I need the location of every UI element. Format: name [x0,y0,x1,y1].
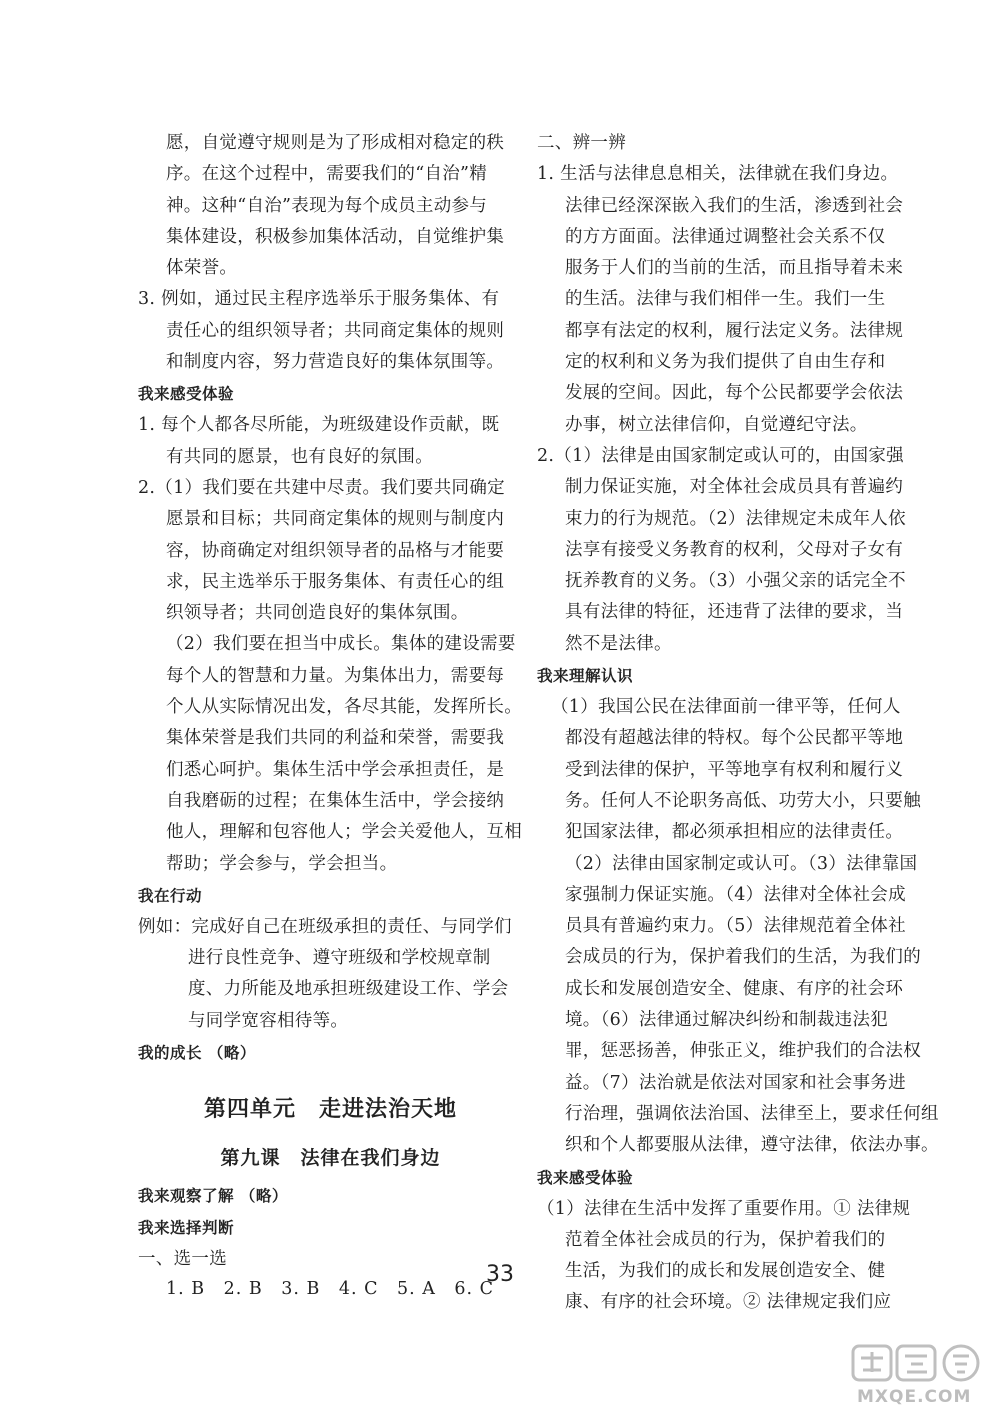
text-line: 愿景和目标；共同商定集体的规则与制度内 [166,509,505,530]
watermark-icon [851,1344,986,1406]
text-line: 家强制力保证实施。（4）法律对全体社会成 [565,884,906,905]
text-line: 定的权利和义务为我们提供了自由生存和 [565,352,886,373]
text-line: 帮助；学会参与，学会担当。 [166,853,398,874]
text-line: 康、有序的社会环境。② 法律规定我们应 [565,1292,892,1313]
text-line: 2.（1）我们要在共建中尽责。我们要共同确定 [138,477,505,498]
text-line: 的方方面面。法律通过调整社会关系不仅 [565,226,886,247]
section-heading: 我来观察了解 （略） [138,1187,288,1205]
text-line: 1. 每个人都各尽所能，为班级建设作贡献，既 [138,415,500,436]
section-heading: 我来选择判断 [138,1219,235,1237]
unit-title: 第四单元 走进法治天地 [203,1097,457,1122]
text-line: 发展的空间。因此，每个公民都要学会依法 [565,383,904,404]
page-number: 33 [486,1262,514,1287]
text-line: 罪，惩恶扬善，伸张正义，维护我们的合法权 [565,1041,921,1062]
text-line: 自我磨砺的过程；在集体生活中，学会接纳 [166,790,505,811]
text-line: 犯国家法律，都必须承担相应的法律责任。 [565,822,904,843]
text-line: 个人从实际情况出发，各尽其能，发挥所长。 [166,697,522,718]
text-line: 神。这种“自治”表现为每个成员主动参与 [166,195,488,216]
svg-text:MXQE.COM: MXQE.COM [857,1387,972,1406]
section-heading: 我的成长 （略） [138,1044,256,1063]
left-column [138,128,523,1069]
text-line: 益。（7）法治就是依法对国家和社会事务进 [565,1072,906,1093]
subsection-label: 一、选一选 [138,1249,227,1269]
text-line: 受到法律的保护，平等地享有权利和履行义 [565,759,904,780]
text-line: 的生活。法律与我们相伴一生。我们一生 [565,289,886,310]
text-line: 服务于人们的当前的生活，而且指导着未来 [565,258,904,279]
text-line: 体荣誉。 [166,258,238,279]
text-line: 集体建设，积极参加集体活动，自觉维护集 [166,226,505,247]
text-line: 员具有普遍约束力。（5）法律规范着全体社 [565,916,906,937]
text-line: 都没有超越法律的特权。每个公民都平等地 [565,728,904,749]
text-line: 务。任何人不论职务高低、功劳大小，只要触 [565,790,921,811]
text-line: （2）法律由国家制定或认可。（3）法律靠国 [565,853,918,874]
text-line: 责任心的组织领导者；共同商定集体的规则 [166,320,505,341]
text-line: 与同学宽容相待等。 [188,1010,349,1031]
text-line: 办事，树立法律信仰，自觉遵纪守法。 [565,414,868,435]
text-line: 会成员的行为，保护着我们的生活，为我们的 [565,947,921,968]
text-line: （1）法律在生活中发挥了重要作用。① 法律规 [537,1198,911,1219]
text-line: 1. 生活与法律息息相关，法律就在我们身边。 [537,164,899,185]
text-line: 容，协商确定对组织领导者的品格与才能要 [166,540,505,561]
text-line: 制力保证实施，对全体社会成员具有普遍约 [565,477,904,498]
text-line: 生活，为我们的成长和发展创造安全、健 [565,1261,886,1282]
text-line: （2）我们要在担当中成长。集体的建设需要 [166,634,516,655]
text-line: 束力的行为规范。（2）法律规定未成年人依 [565,508,906,529]
section-heading: 我来感受体验 [138,385,235,404]
answer-line: 1. B 2. B 3. B 4. C 5. A 6. C [166,1279,495,1299]
text-line: 境。（6）法律通过解决纠纷和制裁违法犯 [565,1010,889,1031]
text-line: 集体荣誉是我们共同的利益和荣誉，需要我 [166,728,505,749]
text-line: 进行良性竞争、遵守班级和学校规章制 [188,948,491,969]
section-heading: 我在行动 [138,886,203,905]
text-line: 法享有接受义务教育的权利，父母对子女有 [565,539,904,560]
text-line: 和制度内容，努力营造良好的集体氛围等。 [166,352,505,373]
text-line: 他人，理解和包容他人；学会关爱他人，互相 [166,822,522,843]
text-line: 愿，自觉遵守规则是为了形成相对稳定的秩 [166,133,505,153]
text-line: 求，民主选举乐于服务集体、有责任心的组 [166,571,505,592]
text-line: 抚养教育的义务。（3）小强父亲的话完全不 [565,571,906,592]
text-line: （1）我国公民在法律面前一律平等，任何人 [551,697,901,718]
text-line: 例如：完成好自己在班级承担的责任、与同学们 [138,916,512,937]
text-line: 2.（1）法律是由国家制定或认可的，由国家强 [537,445,904,466]
text-line: 具有法律的特征，还违背了法律的要求，当 [565,602,904,623]
text-line: 范着全体社会成员的行为，保护着我们的 [565,1229,886,1250]
subsection-label: 二、辨一辨 [537,133,626,153]
text-line: 都享有法定的权利，履行法定义务。法律规 [565,320,904,341]
watermark-logo [851,1344,986,1406]
text-line: 3. 例如，通过民主程序选举乐于服务集体、有 [138,289,500,310]
text-line: 织领导者；共同创造良好的集体氛围。 [166,603,469,624]
text-line: 成长和发展创造安全、健康、有序的社会环 [565,978,904,999]
lesson-title: 第九课 法律在我们身边 [220,1147,441,1169]
text-line: 序。在这个过程中，需要我们的“自治”精 [166,164,488,185]
text-line: 法律已经深深嵌入我们的生活，渗透到社会 [565,195,904,216]
text-line: 每个人的智慧和力量。为集体出力，需要每 [166,665,505,686]
text-line: 然不是法律。 [565,633,672,654]
text-line: 织和个人都要服从法律，遵守法律，依法办事。 [565,1135,939,1156]
text-line: 有共同的愿景，也有良好的氛围。 [166,446,433,467]
text-line: 们悉心呵护。集体生活中学会承担责任，是 [166,759,505,780]
section-heading: 我来感受体验 [537,1168,634,1187]
section-heading: 我来理解认识 [537,667,634,686]
text-line: 度、力所能及地承担班级建设工作、学会 [188,979,509,1000]
text-line: 行治理，强调依法治国、法律至上，要求任何组 [565,1103,939,1124]
right-column [537,128,939,1319]
